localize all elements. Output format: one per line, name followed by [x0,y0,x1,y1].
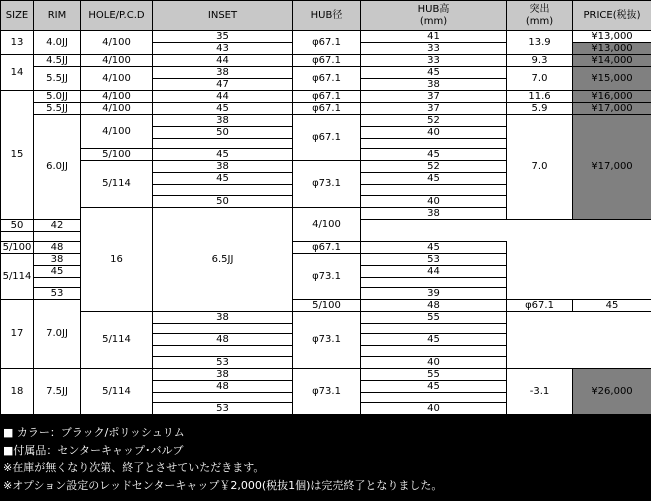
header-hole-pcd: HOLE/P.C.D [81,1,153,31]
header-inset: INSET [153,1,293,31]
hub-diameter-cell: φ67.1 [293,115,361,161]
hub-diameter-cell: φ67.1 [507,300,573,312]
hub-height-cell: 53 [361,253,507,265]
inset-cell: 44 [153,55,293,67]
hub-height-cell: 45 [361,173,507,185]
inset-cell: 47 [153,79,293,91]
rim-cell: 6.0JJ [34,115,81,220]
price-cell: ¥26,000 [573,368,651,414]
hub-diameter-cell: φ67.1 [293,103,361,115]
table-row [1,368,651,380]
inset-cell [153,185,293,195]
protrusion-cell: 7.0 [507,115,573,220]
inset-cell [153,346,293,356]
hole-pcd-cell: 4/100 [81,91,153,103]
inset-cell [153,392,293,402]
inset-cell: 48 [361,300,507,312]
table-row [1,312,651,324]
inset-cell: 53 [34,288,81,300]
hub-height-cell: 55 [361,312,507,324]
inset-cell: 45 [153,173,293,185]
size-cell: 18 [1,368,34,414]
hub-diameter-cell: φ67.1 [293,67,361,91]
hub-height-cell: 33 [361,55,507,67]
inset-cell: 38 [153,67,293,79]
hub-height-cell [361,139,507,149]
hub-height-cell: 45 [361,334,507,346]
inset-cell [34,277,81,287]
hub-diameter-cell: φ67.1 [293,55,361,67]
header-hub-diameter: HUB径 [293,1,361,31]
hub-height-cell: 45 [361,67,507,79]
size-cell: 15 [1,91,34,220]
price-cell: ¥13,000 [573,43,651,55]
inset-cell [153,139,293,149]
rim-cell: 7.0JJ [34,300,81,369]
hole-pcd-cell: 4/100 [293,207,361,241]
hub-diameter-cell: φ67.1 [293,31,361,55]
rim-cell: 4.5JJ [34,55,81,67]
hub-height-cell: 38 [361,79,507,91]
hub-height-cell: 37 [361,103,507,115]
inset-cell: 45 [153,103,293,115]
table-row [1,67,651,79]
protrusion-cell: 5.9 [507,103,573,115]
hub-height-cell [361,392,507,402]
inset-cell: 38 [34,253,81,265]
inset-cell: 50 [153,127,293,139]
hole-pcd-cell: 4/100 [81,103,153,115]
hub-height-cell: 40 [361,127,507,139]
hole-pcd-cell: 5/100 [1,241,34,253]
inset-cell [1,231,34,241]
inset-cell: 50 [1,219,34,231]
inset-cell: 48 [34,241,81,253]
hole-pcd-cell: 4/100 [81,115,153,149]
price-cell: ¥16,000 [573,91,651,103]
hub-height-cell: 42 [34,219,81,231]
header-hub-height: HUB高 (mm) [361,1,507,31]
hub-diameter-cell: φ67.1 [293,241,361,253]
header-protrusion: 突出 (mm) [507,1,573,31]
inset-cell: 35 [153,31,293,43]
size-cell: 13 [1,31,34,55]
price-cell: ¥15,000 [573,67,651,91]
hub-height-cell: 52 [361,115,507,127]
table-row [1,91,651,103]
inset-cell: 53 [153,402,293,414]
hub-height-cell: 45 [361,149,507,161]
hub-height-cell: 40 [361,195,507,207]
inset-cell: 44 [153,91,293,103]
notes-block [0,424,651,494]
table-header-row [1,1,651,31]
inset-cell: 38 [153,368,293,380]
price-cell: ¥17,000 [573,103,651,115]
hole-pcd-cell: 5/100 [81,149,153,161]
hub-height-cell: 55 [361,368,507,380]
note-option-cap: ※オプション設定のレッドセンターキャップ￥2,000(税抜1個)は完売終了となりました。 [3,478,443,492]
hole-pcd-cell: 4/100 [81,67,153,91]
hub-height-cell: 40 [361,356,507,368]
hub-height-cell: 45 [361,380,507,392]
inset-cell: 45 [153,149,293,161]
hub-height-cell: 44 [361,265,507,277]
hole-pcd-cell: 5/114 [81,368,153,414]
hub-height-cell [361,277,507,287]
header-size: SIZE [1,1,34,31]
header-price: PRICE(税抜) [573,1,651,31]
hole-pcd-cell: 5/114 [1,253,34,299]
hub-height-cell: 41 [361,31,507,43]
protrusion-cell: -3.1 [507,368,573,414]
rim-cell: 7.5JJ [34,368,81,414]
size-cell: 14 [1,55,34,91]
inset-cell: 50 [153,195,293,207]
protrusion-cell: 9.3 [507,55,573,67]
hub-diameter-cell: φ73.1 [293,368,361,414]
rim-cell: 5.5JJ [34,103,81,115]
hole-pcd-cell: 5/114 [81,161,153,207]
note-accessories: ■付属品：センターキャップ･バルブ [3,443,184,457]
hub-height-cell: 45 [573,300,651,312]
header-rim: RIM [34,1,81,31]
inset-cell: 38 [153,115,293,127]
price-cell: ¥13,000 [573,31,651,43]
hub-height-cell: 40 [361,402,507,414]
hole-pcd-cell: 5/100 [293,300,361,312]
hub-diameter-cell: φ73.1 [293,161,361,207]
note-stock: ※在庫が無くなり次第、終了とさせていただきます。 [3,461,265,474]
protrusion-cell: 13.9 [507,31,573,55]
price-cell: ¥17,000 [573,115,651,220]
hub-height-cell: 33 [361,43,507,55]
hub-height-cell: 37 [361,91,507,103]
table-row [1,31,651,43]
inset-cell: 45 [34,265,81,277]
inset-cell: 48 [153,380,293,392]
hub-height-cell: 52 [361,161,507,173]
hub-diameter-cell: φ73.1 [293,312,361,369]
hub-height-cell: 45 [361,241,507,253]
rim-cell: 6.5JJ [153,207,293,312]
hub-height-cell [361,324,507,334]
protrusion-cell: 11.6 [507,91,573,103]
protrusion-cell: 7.0 [507,67,573,91]
price-cell: ¥14,000 [573,55,651,67]
hole-pcd-cell: 4/100 [81,31,153,55]
inset-cell: 43 [153,43,293,55]
hub-height-cell [361,185,507,195]
hub-height-cell: 39 [361,288,507,300]
rim-cell: 5.0JJ [34,91,81,103]
hole-pcd-cell: 5/114 [81,312,153,369]
hole-pcd-cell: 4/100 [81,55,153,67]
inset-cell: 38 [361,207,507,219]
hub-diameter-cell: φ67.1 [293,91,361,103]
table-row [1,103,651,115]
table-row [1,55,651,67]
inset-cell: 53 [153,356,293,368]
inset-cell: 38 [153,312,293,324]
rim-cell: 4.0JJ [34,31,81,55]
inset-cell: 38 [153,161,293,173]
hub-height-cell [34,231,81,241]
inset-cell: 48 [153,334,293,346]
table-row [1,115,651,127]
size-cell: 17 [1,300,34,369]
inset-cell [153,324,293,334]
note-color: ■ カラー：ブラック/ポリッシュリム [3,426,185,439]
hub-diameter-cell: φ73.1 [293,253,361,299]
hub-height-cell [361,346,507,356]
rim-cell: 5.5JJ [34,67,81,91]
size-cell: 16 [81,207,153,312]
